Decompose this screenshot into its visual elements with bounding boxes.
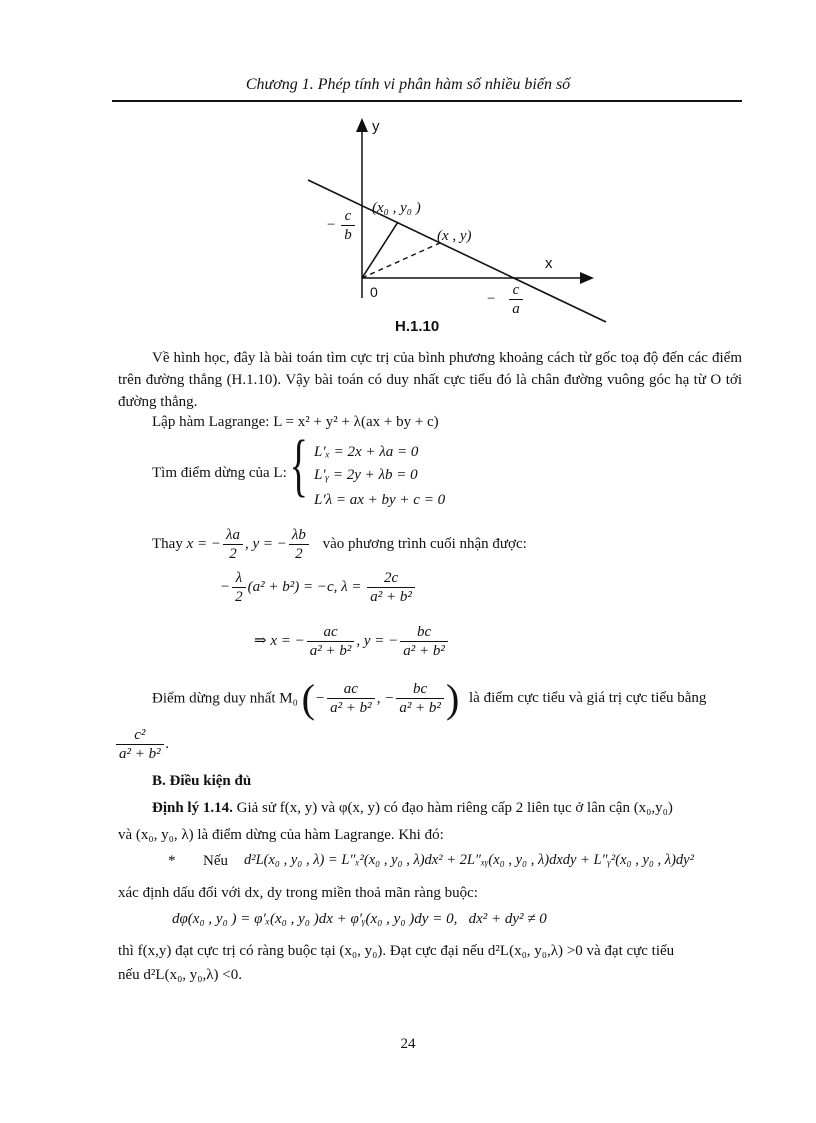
y-axis-label: y <box>372 118 380 135</box>
chapter-header: Chương 1. Phép tính vi phân hàm số nhiều biến số <box>245 76 571 93</box>
unique-intro: Điểm dừng duy nhất M₀ <box>152 690 298 707</box>
x-axis-label: x <box>545 255 553 272</box>
geometric-paragraph: Về hình học, đây là bài toán tìm cực trị của bình phương khoảng cách từ gốc toạ độ đến các điểm trên đường thẳng (H.1.10). Vậy bài toán có duy nhất cực tiểu đó là chân đường vuông góc hạ từ O tới đường thẳng. <box>118 350 742 410</box>
thay-word: Thay <box>152 536 183 553</box>
period: . <box>165 736 170 753</box>
system-brace: { <box>289 427 309 504</box>
fraction-numerator: λ <box>235 570 243 586</box>
y-axis-arrow <box>356 118 368 132</box>
minus-sign: − <box>487 291 496 308</box>
fraction-numerator: c <box>512 282 520 298</box>
fraction-numerator: ac <box>323 624 338 640</box>
fraction-numerator: 2c <box>383 570 399 586</box>
fraction-numerator: ac <box>343 681 358 698</box>
minus-sign: − <box>314 690 326 707</box>
fraction-numerator: λa <box>225 527 240 543</box>
theorem-label: Định lý 1.14. <box>152 800 233 816</box>
lagrange-intro: Lập hàm Lagrange: <box>152 414 274 430</box>
conclusion-line-2: nếu d²L(x₀, y₀,λ) <0. <box>118 967 242 983</box>
section-b-heading: B. Điều kiện đủ <box>152 773 252 789</box>
comma-minus: , − <box>376 690 395 707</box>
fraction-numerator: c <box>344 208 352 224</box>
neu-word: Nếu <box>203 853 228 869</box>
x-axis-arrow <box>580 272 594 284</box>
system-eq-2: L′ᵧ = 2y + λb = 0 <box>314 467 418 483</box>
system-eq-1: L′ₓ = 2x + λa = 0 <box>314 444 419 460</box>
fraction-denominator: 2 <box>223 544 243 563</box>
constraint-formula: dφ(x₀ , y₀ ) = φ′ₓ(x₀ , y₀ )dx + φ′ᵧ(x₀ , y₀ )dy = 0, dx² + dy² ≠ 0 <box>172 911 547 927</box>
substitution-line <box>152 527 527 563</box>
min-value <box>114 727 169 763</box>
sign-condition-text: xác định dấu đối với dx, dy trong miền thoả mãn ràng buộc: <box>118 885 478 901</box>
fraction-numerator: λb <box>291 527 306 543</box>
fraction-denominator: b <box>341 225 355 244</box>
fraction-denominator: a² + b² <box>367 587 415 606</box>
minus-sign: − <box>327 217 336 234</box>
constraint-line <box>308 180 606 322</box>
y-expression: , y = − <box>244 536 287 553</box>
header-rule <box>112 100 742 102</box>
fraction-numerator: bc <box>413 681 428 698</box>
x-intercept-label <box>487 282 525 318</box>
theorem-text-2: và (x₀, y₀, λ) là điểm dừng của hàm Lagrange. Khi đó: <box>118 827 444 843</box>
d2L-formula: d²L(x₀ , y₀ , λ) = L″ₓ²(x₀ , y₀ , λ)dx² + 2L″ₓᵧ(x₀ , y₀ , λ)dxdy + L″ᵧ²(x₀ , y₀ , λ)dy² <box>244 852 694 868</box>
fraction-denominator: a <box>509 299 523 318</box>
implies-equation <box>254 624 450 660</box>
theorem-text-1: Giả sử f(x, y) và φ(x, y) có đạo hàm riêng cấp 2 liên tục ở lân cận (x₀,y₀) <box>236 800 673 816</box>
system-eq-3: L′λ = ax + by + c = 0 <box>314 492 446 508</box>
fraction-denominator: a² + b² <box>307 641 355 660</box>
stationary-intro: Tìm điểm dừng của L: <box>152 465 287 481</box>
fraction-denominator: a² + b² <box>116 744 164 763</box>
fraction-denominator: a² + b² <box>400 641 448 660</box>
point-xy-label: (x , y) <box>437 228 472 244</box>
fraction-denominator: a² + b² <box>327 698 375 717</box>
fraction-numerator: c² <box>134 727 146 743</box>
lambda-eq-mid: (a² + b²) = −c, λ = <box>247 579 362 596</box>
thay-rest: vào phương trình cuối nhận được: <box>322 536 527 553</box>
fraction-denominator: a² + b² <box>396 698 444 717</box>
page-number: 24 <box>400 1036 416 1052</box>
point-x0y0-label: (x₀ , y₀ ) <box>372 200 421 216</box>
x-expression: x = − <box>186 536 221 553</box>
lagrange-formula: L = x² + y² + λ(ax + by + c) <box>273 414 439 430</box>
implies-x: ⇒ x = − <box>254 633 305 650</box>
fraction-denominator: 2 <box>232 587 246 606</box>
left-paren: ( <box>301 676 315 721</box>
implies-y: , y = − <box>356 633 399 650</box>
right-paren: ) <box>445 676 460 721</box>
conclusion-line-1: thì f(x,y) đạt cực trị có ràng buộc tại (x₀, y₀). Đạt cực đại nếu d²L(x₀, y₀,λ) >0 và đạt cực tiểu <box>118 943 675 959</box>
y-intercept-label <box>327 208 357 244</box>
lambda-equation <box>220 570 417 606</box>
bullet-star: * <box>168 853 176 869</box>
theorem-line-1 <box>152 800 673 817</box>
origin-label: 0 <box>370 284 378 300</box>
unique-rest: là điểm cực tiểu và giá trị cực tiểu bằng <box>469 690 707 707</box>
fraction-numerator: bc <box>416 624 432 640</box>
unique-point-line <box>152 676 707 721</box>
minus-sign: − <box>220 579 231 596</box>
figure-caption: H.1.10 <box>395 318 440 335</box>
fraction-denominator: 2 <box>289 544 309 563</box>
